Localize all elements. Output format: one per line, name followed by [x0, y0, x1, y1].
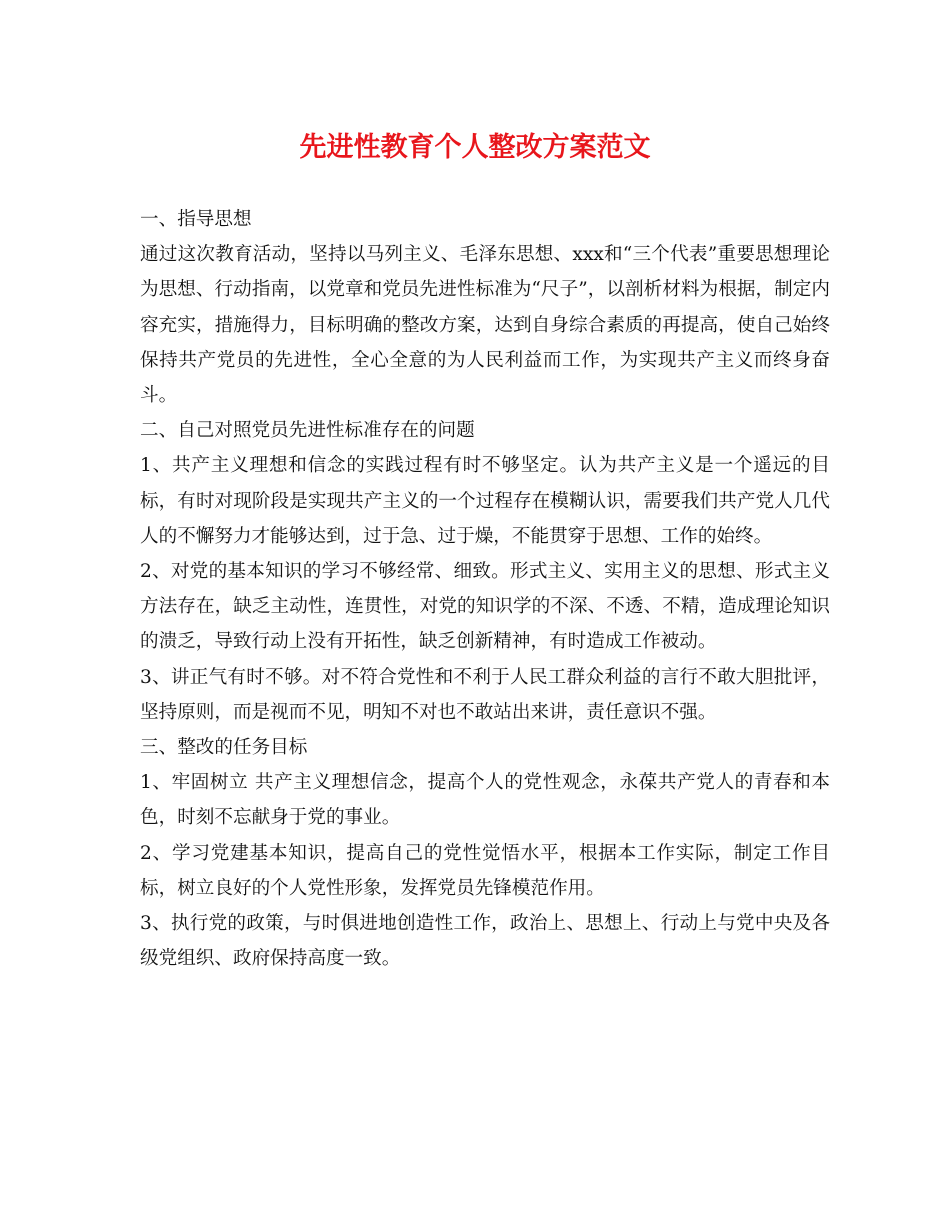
paragraph-problem-1: 1、共产主义理想和信念的实践过程有时不够坚定。认为共产主义是一个遥远的目标，有时对现阶段是实现共产主义的一个过程存在模糊认识，需要我们共产党人几代人的不懈努力才能够达到，过于急、过于燥，不能贯穿于思想、工作的始终。 [140, 455, 830, 547]
paragraph-guiding-ideology: 通过这次教育活动，坚持以马列主义、毛泽东思想、xxx和“三个代表”重要思想理论为思想、行动指南，以党章和党员先进性标准为“尺子”，以剖析材料为根据，制定内容充实，措施得力，目标明确的整改方案，达到自身综合素质的再提高，使自己始终保持共产党员的先进性，全心全意的为人民利益而工作，为实现共产主义而终身奋斗。 [140, 244, 830, 407]
paragraph-goal-3: 3、执行党的政策，与时俱进地创造性工作，政治上、思想上、行动上与党中央及各级党组织、政府保持高度一致。 [140, 913, 830, 970]
section-heading-goals: 三、整改的任务目标 [140, 737, 308, 759]
paragraph-problem-3: 3、讲正气有时不够。对不符合党性和不利于人民工群众利益的言行不敢大胆批评，坚持原则，而是视而不见，明知不对也不敢站出来讲，责任意识不强。 [140, 666, 830, 723]
document-body [140, 202, 830, 976]
section-heading-problems: 二、自己对照党员先进性标准存在的问题 [140, 420, 475, 442]
section-heading-guiding-ideology: 一、指导思想 [140, 209, 252, 230]
paragraph-goal-1: 1、牢固树立 共产主义理想信念，提高个人的党性观念，永葆共产党人的青春和本色，时刻不忘献身于党的事业。 [140, 772, 830, 829]
paragraph-goal-2: 2、学习党建基本知识，提高自己的党性觉悟水平，根据本工作实际，制定工作目标，树立良好的个人党性形象，发挥党员先锋模范作用。 [140, 842, 830, 899]
document-title: 先进性教育个人整改方案范文 [299, 132, 651, 163]
paragraph-problem-2: 2、对党的基本知识的学习不够经常、细致。形式主义、实用主义的思想、形式主义方法存在，缺乏主动性，连贯性，对党的知识学的不深、不透、不精，造成理论知识的溃乏，导致行动上没有开拓性，缺乏创新精神，有时造成工作被动。 [140, 561, 830, 653]
